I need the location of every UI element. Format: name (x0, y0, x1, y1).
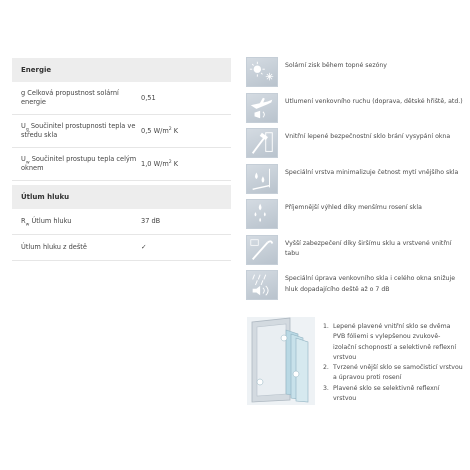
rw-value: 37 dB (141, 217, 161, 225)
uw-unit: K (173, 159, 179, 168)
rw-symbol: R (21, 217, 26, 225)
ug-label-cell (12, 122, 141, 140)
feature-item (246, 199, 464, 235)
hammer-glass-icon (246, 128, 278, 158)
g-value: 0,51 (141, 93, 156, 102)
rain-drop-icon (246, 164, 278, 194)
feature-item (246, 270, 464, 312)
ug-unit: K (173, 126, 179, 135)
rain-value: ✓ (141, 243, 147, 251)
feature-text: Vyšší zabezpečení díky širšímu sklu a vrstvené vnitřní tabu (285, 239, 452, 257)
legend-text: Lepené plavené vnitřní sklo se dvěma PVB fóliemi s vylepšenou zvukově-izolační schopností a selektivně reflexní vrstvou (333, 323, 457, 361)
rw-label-cell (12, 217, 141, 226)
noise-header: Útlum hluku (21, 192, 70, 201)
ug-symbol: U (21, 122, 26, 130)
window-cross-section-image (246, 316, 316, 406)
legend-item (323, 322, 463, 363)
section-header-energy (12, 58, 231, 82)
condensation-icon (246, 199, 278, 229)
crowbar-icon (246, 235, 278, 265)
feature-text: Speciální úprava venkovního skla i celého okna snižuje hluk dopadajícího deště až o 7 dB (285, 275, 456, 293)
energy-header: Energie (21, 65, 52, 74)
legend-text: Tvrzené vnější sklo se samočisticí vrstvou a úpravou proti rosení (333, 364, 463, 382)
feature-item (246, 93, 464, 129)
g-label: g Celková propustnost solární energie (21, 89, 119, 106)
legend-item (323, 363, 463, 384)
table-row-rain (12, 235, 231, 261)
feature-item (246, 128, 464, 164)
legend-number: 1. (323, 323, 329, 330)
uw-symbol: U (21, 155, 26, 163)
table-row-rw (12, 209, 231, 235)
ug-value: 0,5 W/m (141, 126, 169, 135)
table-row-ug (12, 115, 231, 148)
feature-text: Vnitřní lepené bezpečnostní sklo brání vysypání okna (285, 133, 451, 140)
legend-item (323, 384, 463, 405)
feature-item (246, 57, 464, 93)
sun-snow-icon (246, 57, 278, 87)
uw-label: Součinitel prostupu tepla celým oknem (21, 155, 137, 172)
rw-subscript: w (25, 222, 30, 228)
section-header-noise (12, 185, 231, 209)
feature-item (246, 164, 464, 200)
rw-label: Útlum hluku (31, 217, 72, 225)
legend-text: Plavené sklo se selektivně reflexní vrstvou (333, 384, 440, 403)
feature-list (246, 57, 464, 312)
legend-number: 2. (323, 364, 329, 372)
uw-superscript: 2 (168, 159, 172, 165)
table-row-g (12, 82, 231, 115)
ug-subscript: g (25, 127, 29, 133)
airplane-noise-icon (246, 93, 278, 123)
rain-label: Útlum hluku z deště (21, 243, 87, 251)
ug-label: Součinitel prostupnosti tepla ve středu skla (21, 122, 136, 139)
feature-text: Utlumení venkovního ruchu (doprava, dětské hřiště, atd.) (285, 97, 463, 105)
legend-number: 3. (323, 384, 329, 392)
feature-text: Solární zisk během topné sezóny (285, 62, 387, 69)
uw-subscript: w (25, 160, 30, 166)
feature-item (246, 235, 464, 271)
feature-text: Příjemnější výhled díky menšímu rosení skla (285, 204, 422, 211)
ug-superscript: 2 (168, 126, 172, 132)
rain-sound-icon (246, 270, 278, 300)
spec-table (12, 58, 231, 261)
uw-label-cell (12, 155, 141, 173)
glass-legend (323, 322, 463, 404)
feature-text: Speciální vrstva minimalizuje četnost mytí vnějšího skla (285, 168, 459, 176)
uw-value: 1,0 W/m (141, 159, 169, 168)
uw-value-cell (141, 160, 231, 169)
table-row-uw (12, 148, 231, 181)
ug-value-cell (141, 127, 231, 136)
